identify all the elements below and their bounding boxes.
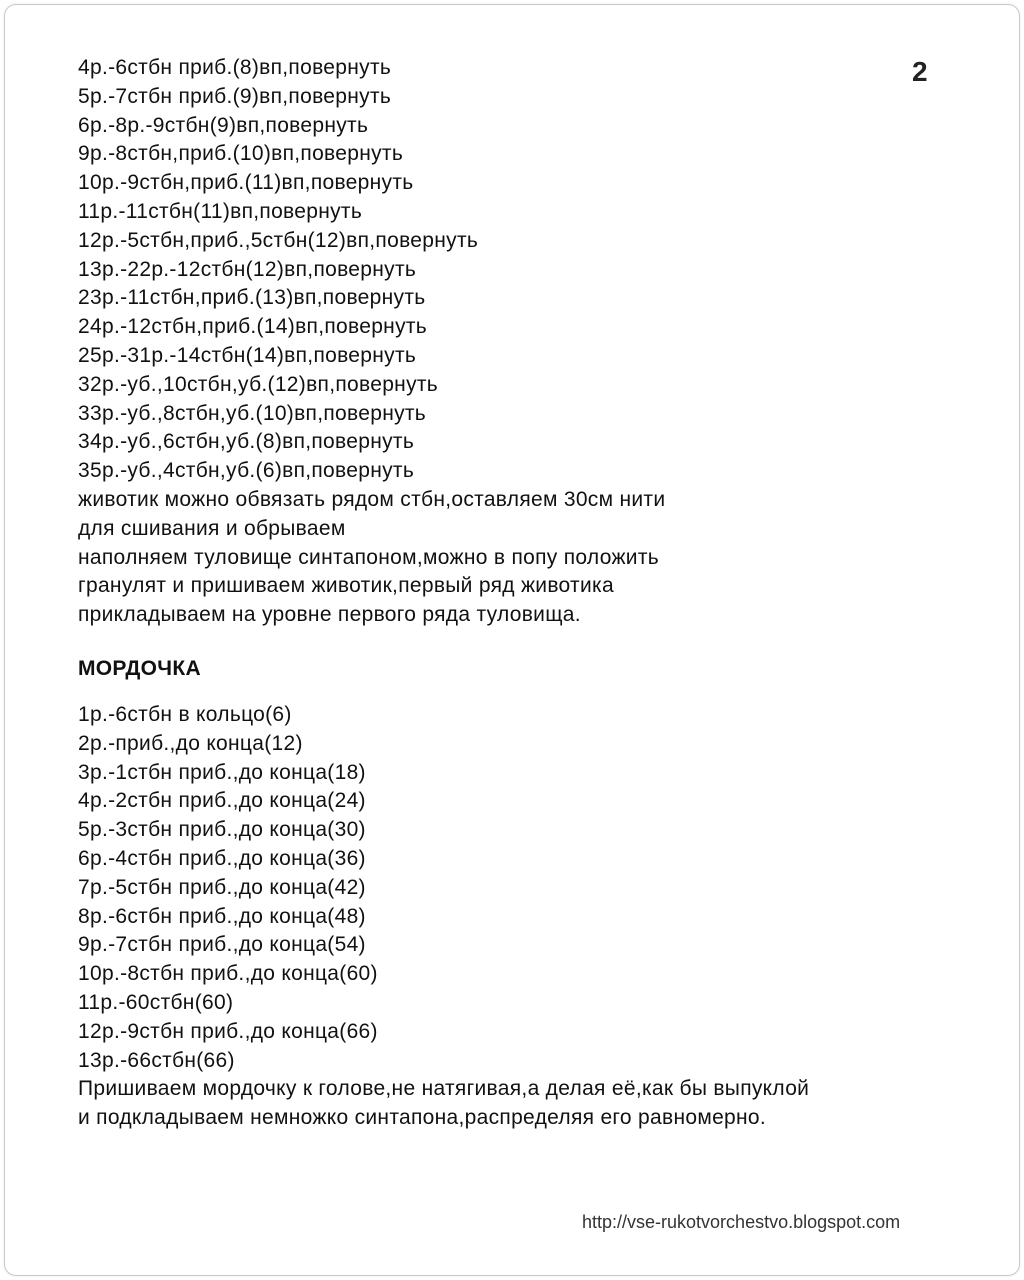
body-row: 32р.-уб.,10стбн,уб.(12)вп,повернуть	[78, 372, 439, 396]
body-row: 11р.-11стбн(11)вп,повернуть	[78, 199, 363, 223]
muzzle-row: 1р.-6стбн в кольцо(6)	[78, 703, 292, 726]
muzzle-row: 13р.-66стбн(66)	[78, 1048, 235, 1072]
body-row: 25р.-31р.-14стбн(14)вп,повернуть	[78, 343, 417, 367]
body-note: животик можно обвязать рядом стбн,оставляем 30см нити	[78, 487, 666, 511]
body-row: 9р.-8стбн,приб.(10)вп,повернуть	[78, 142, 404, 166]
section-title: МОРДОЧКА	[78, 657, 201, 680]
muzzle-row: 5р.-3стбн приб.,до конца(30)	[78, 818, 366, 842]
muzzle-row: 3р.-1стбн приб.,до конца(18)	[78, 760, 366, 784]
body-row: 6р.-8р.-9стбн(9)вп,повернуть	[78, 113, 369, 137]
muzzle-note: Пришиваем мордочку к голове,не натягивая,а делая её,как бы выпуклой	[78, 1077, 810, 1101]
muzzle-row: 8р.-6стбн приб.,до конца(48)	[78, 904, 366, 928]
muzzle-row: 12р.-9стбн приб.,до конца(66)	[78, 1019, 378, 1043]
body-row: 12р.-5стбн,приб.,5стбн(12)вп,повернуть	[78, 228, 479, 252]
muzzle-row: 6р.-4стбн приб.,до конца(36)	[78, 846, 366, 870]
body-row: 4р.-6стбн приб.(8)вп,повернуть	[78, 56, 392, 79]
body-row: 35р.-уб.,4стбн,уб.(6)вп,повернуть	[78, 459, 415, 483]
body-row: 33р.-уб.,8стбн,уб.(10)вп,повернуть	[78, 401, 427, 425]
body-row: 5р.-7стбн приб.(9)вп,повернуть	[78, 84, 392, 108]
muzzle-row: 10р.-8стбн приб.,до конца(60)	[78, 962, 378, 986]
page-number: 2	[912, 56, 928, 87]
muzzle-row: 4р.-2стбн приб.,до конца(24)	[78, 789, 366, 813]
body-row: 23р.-11стбн,приб.(13)вп,повернуть	[78, 286, 426, 310]
footer-url: http://vse-rukotvorchestvo.blogspot.com	[582, 1212, 901, 1232]
body-note: для сшивания и обрываем	[78, 516, 346, 540]
body-row: 10р.-9стбн,приб.(11)вп,повернуть	[78, 171, 414, 195]
muzzle-row: 2р.-приб.,до конца(12)	[78, 731, 303, 755]
muzzle-row: 9р.-7стбн приб.,до конца(54)	[78, 933, 366, 957]
muzzle-row: 7р.-5стбн приб.,до конца(42)	[78, 875, 366, 899]
body-row: 34р.-уб.,6стбн,уб.(8)вп,повернуть	[78, 430, 415, 454]
body-row: 24р.-12стбн,приб.(14)вп,повернуть	[78, 315, 428, 339]
body-note: гранулят и пришиваем животик,первый ряд животика	[78, 574, 614, 598]
body-note: прикладываем на уровне первого ряда туловища.	[78, 603, 581, 627]
body-rows	[78, 54, 665, 630]
body-row: 13р.-22р.-12стбн(12)вп,повернуть	[78, 257, 417, 281]
muzzle-note: и подкладываем немножко синтапона,распределяя его равномерно.	[78, 1106, 767, 1130]
body-note: наполняем туловище синтапоном,можно в попу положить	[78, 545, 659, 569]
muzzle-row: 11р.-60стбн(60)	[78, 990, 234, 1014]
muzzle-rows	[78, 701, 809, 1133]
